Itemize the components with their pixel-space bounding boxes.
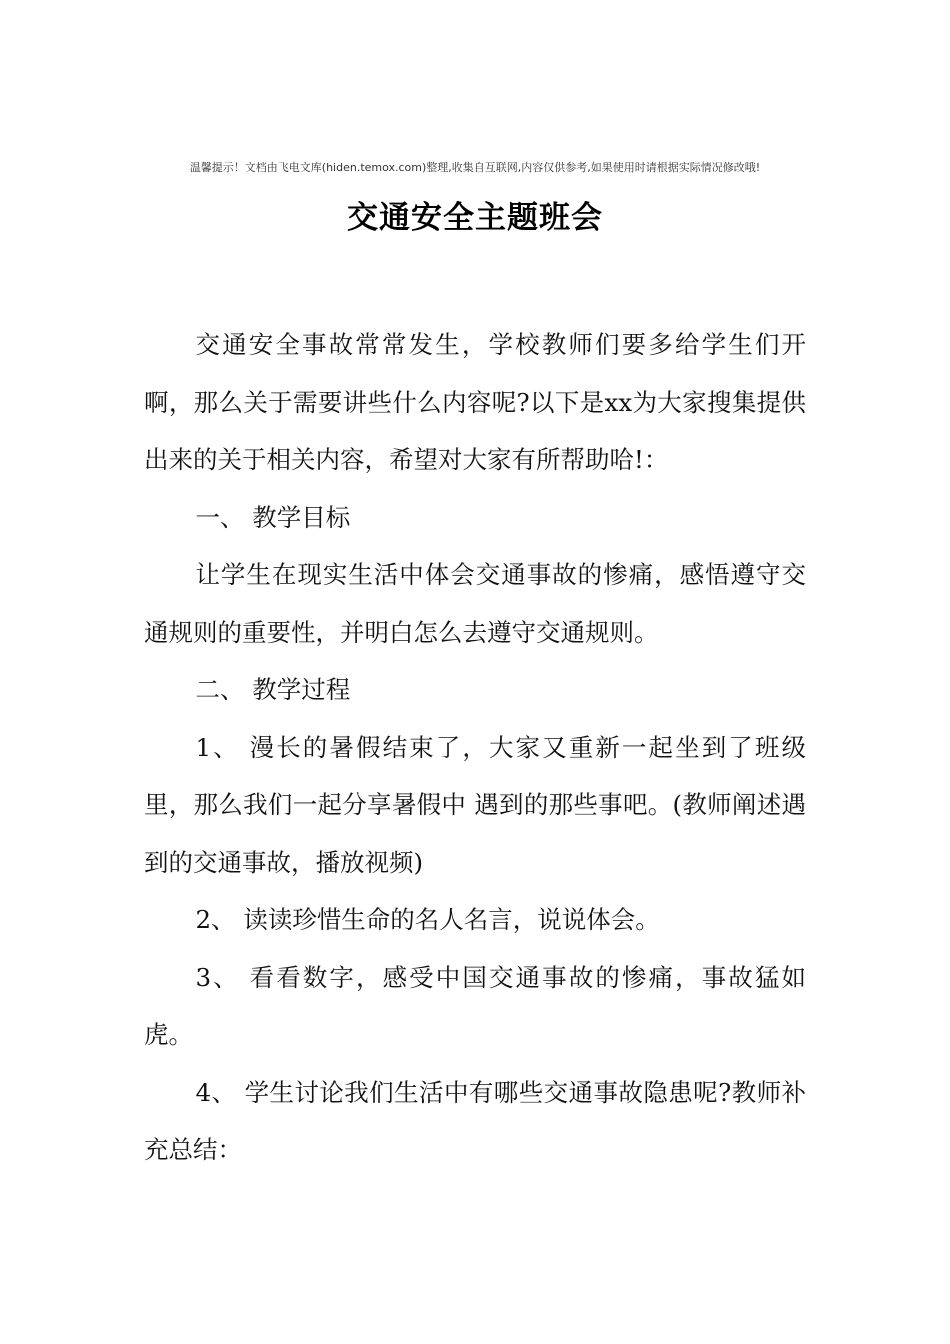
document-body — [144, 316, 806, 1179]
objectives-paragraph: 让学生在现实生活中体会交通事故的惨痛，感悟遵守交通规则的重要性，并明白怎么去遵守交通规则。 — [144, 560, 806, 647]
section-heading-objectives: 一、 教学目标 — [195, 502, 351, 532]
document-title: 交通安全主题班会 — [347, 200, 603, 236]
intro-paragraph: 交通安全事故常常发生，学校教师们要多给学生们开啊，那么关于需要讲些什么内容呢?以下是xx为大家搜集提供出来的关于相关内容，希望对大家有所帮助哈!： — [144, 330, 806, 474]
process-step-2: 2、 读读珍惜生命的名人名言，说说体会。 — [195, 905, 660, 934]
process-step-4: 4、 学生讨论我们生活中有哪些交通事故隐患呢?教师补充总结： — [144, 1077, 806, 1164]
process-step-1: 1、 漫长的暑假结束了，大家又重新一起坐到了班级里，那么我们一起分享暑假中 遇到的那些事吧。(教师阐述遇到的交通事故，播放视频) — [144, 732, 806, 877]
section-heading-process: 二、 教学过程 — [195, 675, 351, 704]
process-step-3: 3、 看看数字，感受中国交通事故的惨痛，事故猛如虎。 — [144, 962, 806, 1049]
header-notice: 温馨提示！文档由飞电文库(hiden.temox.com)整理,收集自互联网,内容仅供参考,如果使用时请根据实际情况修改哦! — [189, 161, 761, 174]
